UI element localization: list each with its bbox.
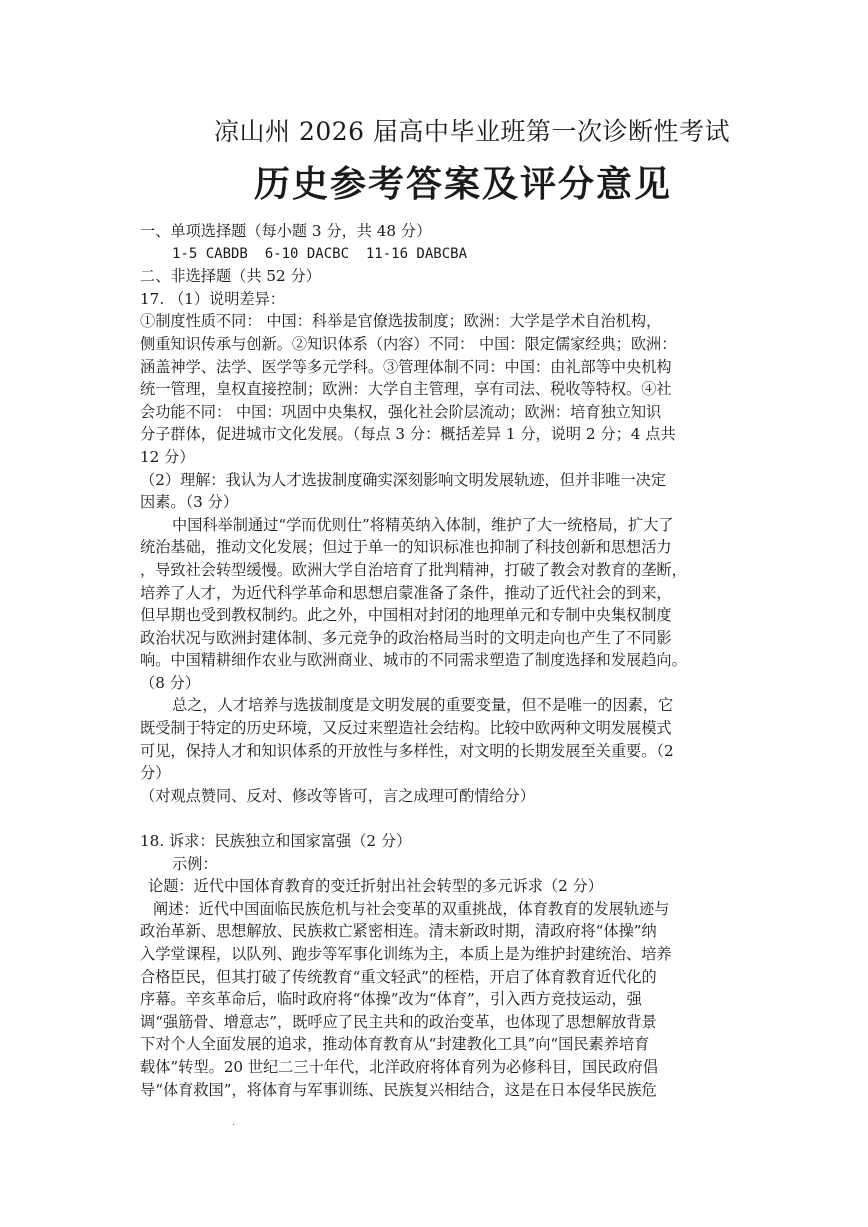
q17-para2-line: 分） bbox=[140, 764, 171, 783]
q17-para1-line: 政治状况与欧洲封建体制、多元竞争的政治格局当时的文明走向也产生了不同影 bbox=[140, 628, 672, 647]
q18-essay-line: 政治革新、思想解放、民族救亡紧密相连。清末新政时期，清政府将“体操”纳 bbox=[140, 922, 657, 941]
q18-essay-line: 导“体育救国”，将体育与军事训练、民族复兴相结合，这是在日本侵华民族危 bbox=[140, 1080, 657, 1099]
spacer bbox=[140, 807, 760, 830]
q17-line: 侧重知识传承与创新。②知识体系（内容）不同： 中国：限定儒家经典；欧洲： bbox=[140, 334, 677, 353]
q18-essay-line: 下对个人全面发展的追求，推动体育教育从“封建教化工具”向“国民素养培育 bbox=[140, 1035, 650, 1054]
q17-line: 统一管理，皇权直接控制；欧洲：大学自主管理，享有司法、税收等特权。④社 bbox=[140, 380, 672, 399]
q18-thesis: 论题：近代中国体育教育的变迁折射出社会转型的多元诉求（2 分） bbox=[148, 877, 603, 896]
q17-para2-line: 可见，保持人才和知识体系的开放性与多样性，对文明的长期发展至关重要。（2 bbox=[140, 741, 674, 760]
q17-para1-line: 统治基础，推动文化发展；但过于单一的知识标准也抑制了科技创新和思想活力 bbox=[140, 538, 672, 557]
answer-body bbox=[140, 220, 760, 1101]
q17-para1-line: 中国科举制通过“学而优则仕”将精英纳入体制，维护了大一统格局，扩大了 bbox=[172, 515, 674, 534]
stray-mark: · bbox=[232, 1120, 236, 1131]
q17-para1-line: 响。中国精耕细作农业与欧洲商业、城市的不同需求塑造了制度选择和发展趋向。 bbox=[140, 651, 687, 670]
q18-demand: 18. 诉求：民族独立和国家富强（2 分） bbox=[140, 832, 412, 851]
part1-heading: 一、单项选择题（每小题 3 分，共 48 分） bbox=[140, 222, 432, 240]
q18-essay-line: 序幕。辛亥革命后，临时政府将“体操”改为“体育”，引入西方竞技运动，强 bbox=[140, 990, 642, 1009]
q18-essay-line: 合格臣民，但其打破了传统教育“重文轻武”的桎梏，开启了体育教育近代化的 bbox=[140, 967, 657, 986]
q17-line: 会功能不同： 中国：巩固中央集权，强化社会阶层流动；欧洲：培育独立知识 bbox=[140, 402, 662, 421]
q17-para2-line: 既受制于特定的历史环境，又反过来塑造社会结构。比较中欧两种文明发展模式 bbox=[140, 719, 672, 738]
q17-line: （2）理解：我认为人才选拔制度确实深刻影响文明发展轨迹，但并非唯一决定 bbox=[140, 470, 667, 489]
q17-line: 涵盖神学、法学、医学等多元学科。③管理体制不同：中国：由礼部等中央机构 bbox=[140, 357, 672, 376]
q17-line: 分子群体，促进城市文化发展。（每点 3 分：概括差异 1 分，说明 2 分；4 点共 bbox=[140, 425, 676, 444]
document-title: 历史参考答案及评分意见 bbox=[254, 164, 673, 205]
q17-line: 因素。（3 分） bbox=[140, 493, 239, 512]
q17-line: ①制度性质不同： 中国：科举是官僚选拔制度；欧洲：大学是学术自治机构， bbox=[140, 312, 662, 331]
q17-para1-line: ，导致社会转型缓慢。欧洲大学自治培育了批判精神，打破了教会对教育的垄断， bbox=[140, 560, 687, 579]
q17-grading-note: （对观点赞同、反对、修改等皆可，言之成理可酌情给分） bbox=[140, 786, 535, 805]
q17-line: 12 分） bbox=[140, 447, 195, 466]
q18-essay-line: 阐述：近代中国面临民族危机与社会变革的双重挑战，体育教育的发展轨迹与 bbox=[153, 899, 670, 918]
q18-essay-line: 入学堂课程，以队列、跑步等军事化训练为主，本质上是为维护封建统治、培养 bbox=[140, 945, 672, 963]
multiple-choice-answers: 1-5 CABDB 6-10 DACBC 11-16 DABCBA bbox=[172, 245, 468, 262]
q17-para1-line: 培养了人才，为近代科学革命和思想启蒙准备了条件，推动了近代社会的到来， bbox=[140, 583, 672, 602]
q18-example-label: 示例： bbox=[172, 854, 218, 873]
exam-title: 凉山州 2026 届高中毕业班第一次诊断性考试 bbox=[214, 117, 731, 146]
q17-line: 17. （1）说明差异： bbox=[140, 289, 285, 308]
q17-para2-line: 总之，人才培养与选拔制度是文明发展的重要变量，但不是唯一的因素，它 bbox=[172, 696, 674, 715]
q17-para1-line: 但早期也受到教权制约。此之外，中国相对封闭的地理单元和专制中央集权制度 bbox=[140, 606, 672, 625]
q18-essay-line: 调“强筋骨、增意志”，既呼应了民主共和的政治变革，也体现了思想解放背景 bbox=[140, 1012, 657, 1031]
q17-para1-line: （8 分） bbox=[140, 673, 201, 692]
q18-essay-line: 载体”转型。20 世纪二三十年代，北洋政府将体育列为必修科目，国民政府倡 bbox=[140, 1057, 658, 1076]
part2-heading: 二、非选择题（共 52 分） bbox=[140, 267, 321, 286]
